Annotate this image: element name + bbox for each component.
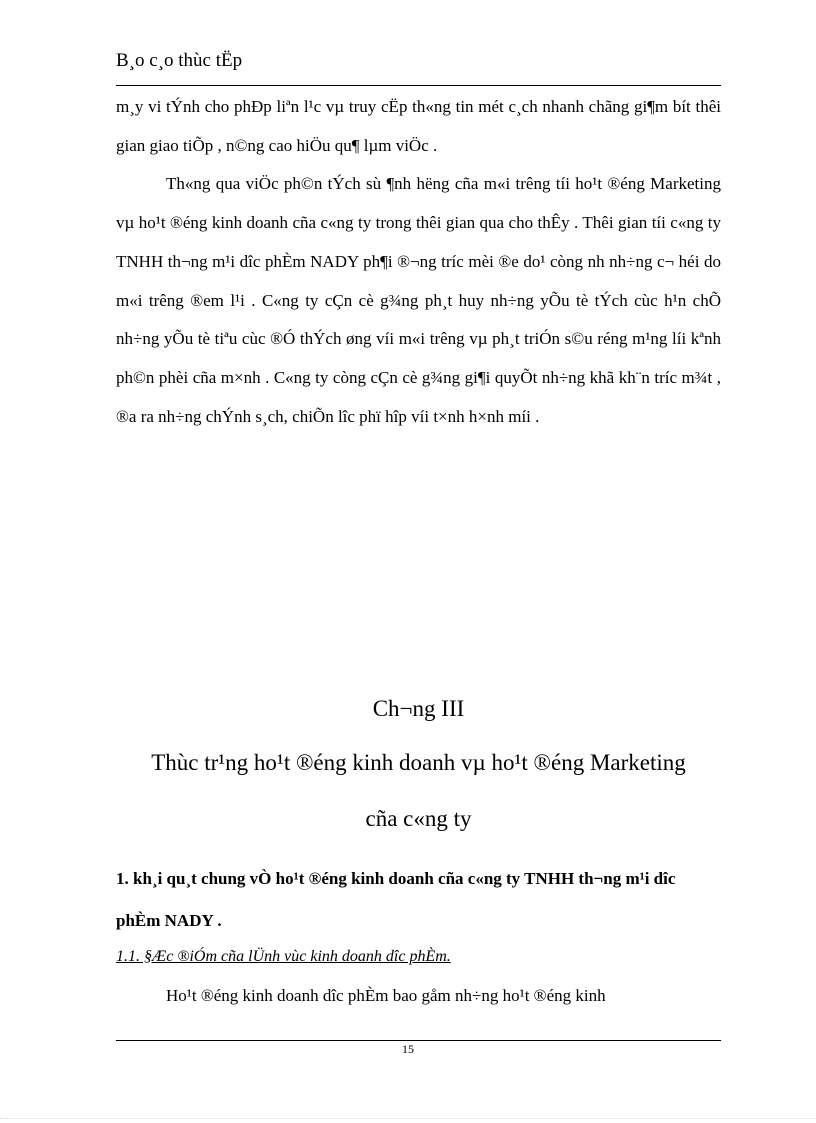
paragraph: m¸y vi tÝnh cho phÐp liªn l¹c vµ truy cËp th«ng tin mét c¸ch nhanh chãng gi¶m bít thêi gian giao tiÕp , n©ng cao hiÖu qu¶ lµm viÖc .: [116, 97, 721, 155]
paragraph: Ho¹t ®éng kinh doanh dîc phÈm bao gåm nh÷ng ho¹t ®éng kinh: [166, 986, 606, 1005]
footer-rule: [116, 1040, 721, 1041]
chapter-number: Ch¬ng III: [372, 696, 465, 721]
section-heading: 1. kh¸i qu¸t chung vÒ ho¹t ®éng kinh doanh cña c«ng ty TNHH th¬ng m¹i dîc phÈm NADY .: [116, 869, 676, 930]
body-text: [116, 88, 721, 436]
header-rule: [116, 85, 721, 86]
page-edge: [0, 1118, 816, 1119]
chapter-title-line2: cña c«ng ty: [365, 806, 472, 831]
chapter-title-line1: Thùc tr¹ng ho¹t ®éng kinh doanh vµ ho¹t ®éng Marketing: [151, 750, 686, 775]
paragraph: Th«ng qua viÖc ph©n tÝch sù ¶nh hëng cña m«i trêng tíi ho¹t ®éng Marketing vµ ho¹t ®éng kinh doanh cña c«ng ty trong thêi gian qua cho thÊy . Thêi gian tíi c«ng ty TNHH th¬ng m¹i dîc phÈm NADY ph¶i ®¬ng tríc mèi ®e do¹ còng nh nh÷ng c¬ héi do m«i trêng ®em l¹i . C«ng ty cÇn cè g¾ng ph¸t huy nh÷ng yÕu tè tÝch cùc h¹n chÕ nh÷ng yÕu tè tiªu cùc ®Ó thÝch øng víi m«i trêng vµ ph¸t triÓn s©u réng m¹ng líi kªnh ph©n phèi cña m×nh . C«ng ty còng cÇn cè g¾ng gi¶i quyÕt nh÷ng khã kh¨n tríc m¾t , ®a ra nh÷ng chÝnh s¸ch, chiÕn lîc phï hîp víi t×nh h×nh míi .: [116, 174, 721, 426]
page-header: B¸o c¸o thùc tËp: [116, 50, 243, 71]
page-number: 15: [402, 1042, 414, 1056]
subsection-heading: 1.1. §Æc ®iÓm cña lÜnh vùc kinh doanh dîc phÈm.: [116, 948, 451, 965]
